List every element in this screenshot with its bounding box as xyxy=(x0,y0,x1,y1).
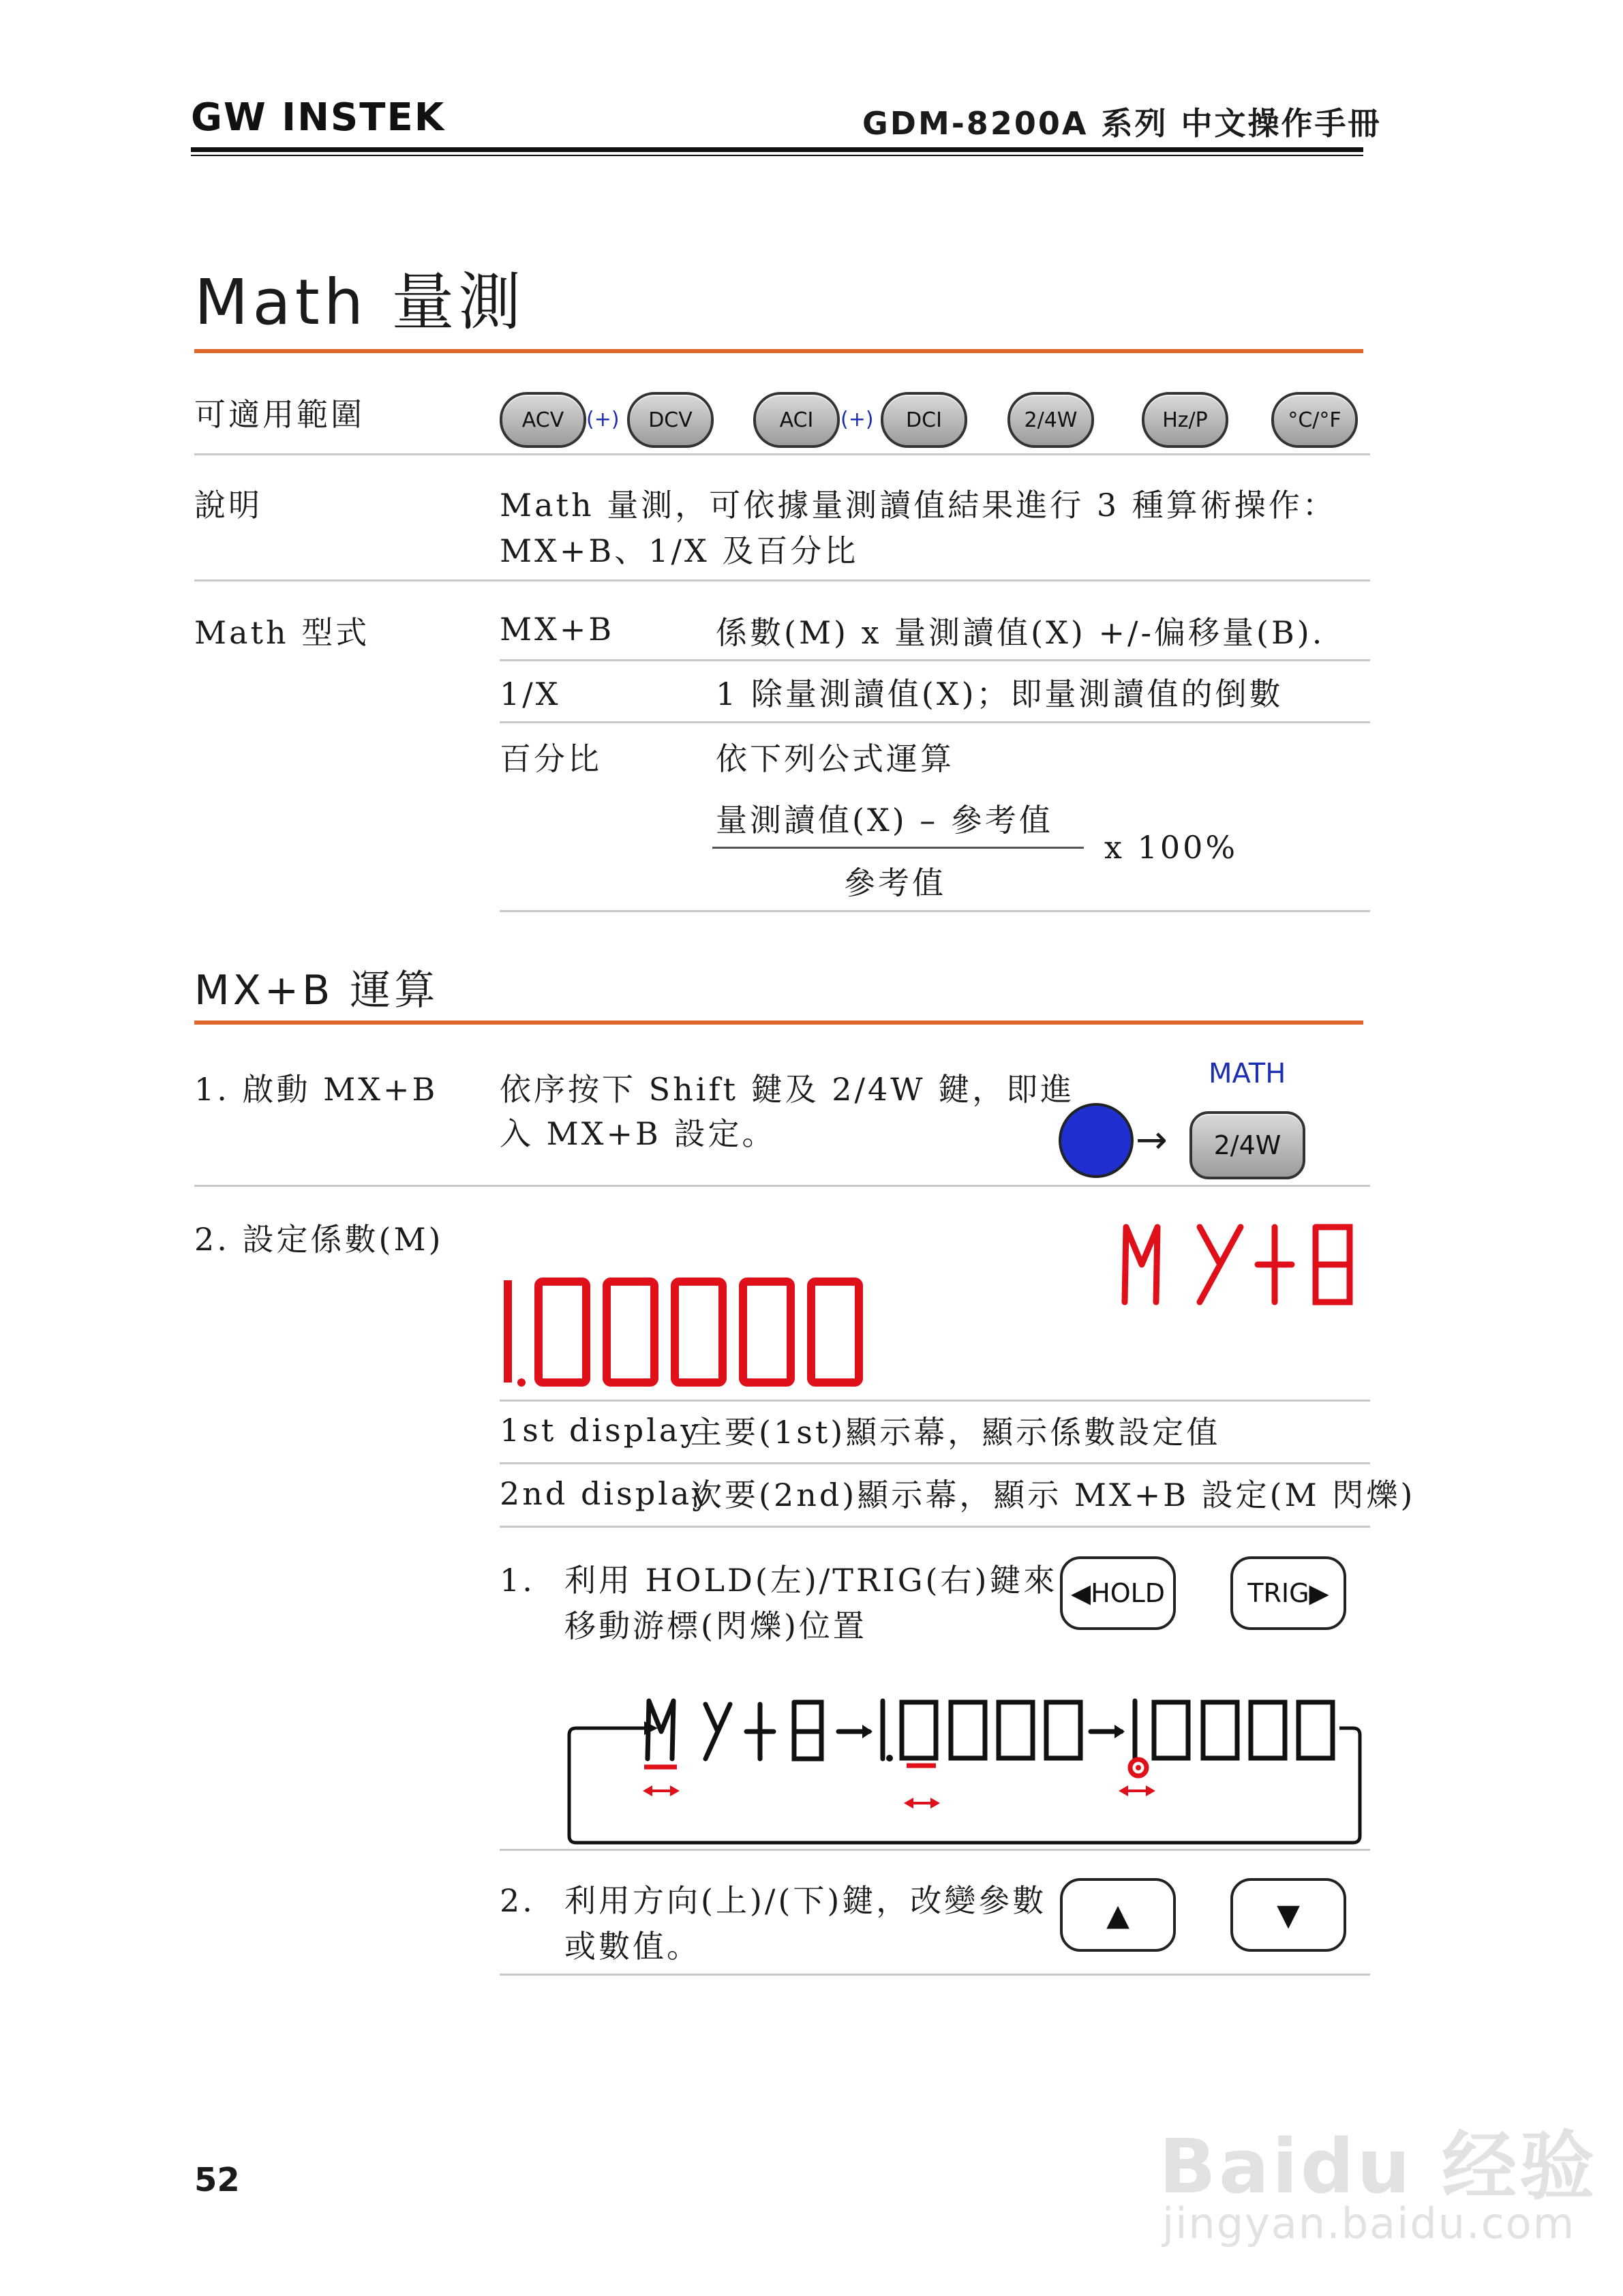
up-arrow-icon: ▲ xyxy=(1106,1897,1129,1933)
substep1-line2: 移動游標(閃爍)位置 xyxy=(564,1607,867,1644)
hold-key: ◀HOLD xyxy=(1060,1556,1176,1630)
step1-label: 1. 啟動 MX+B xyxy=(194,1071,438,1108)
step1-text-line1: 依序按下 Shift 鍵及 2/4W 鍵，即進 xyxy=(500,1071,1075,1108)
formula-numerator: 量測讀值(X) – 參考值 xyxy=(716,802,1053,839)
subsection-title: MX+B 運算 xyxy=(194,967,439,1014)
cursor-cycle-diagram xyxy=(562,1674,1367,1851)
math-type-desc: 依下列公式運算 xyxy=(716,740,954,777)
row-divider xyxy=(500,1526,1370,1528)
header-rule xyxy=(191,147,1363,152)
down-arrow-icon: ▼ xyxy=(1277,1897,1300,1933)
page-number: 52 xyxy=(194,2161,240,2199)
shift-button-icon xyxy=(1059,1103,1134,1178)
watermark-url: jingyan.baidu.com xyxy=(1162,2199,1576,2248)
hzp-key: Hz/P xyxy=(1142,392,1228,448)
formula-multiplier: x 100% xyxy=(1104,829,1239,866)
arrow-right-icon: → xyxy=(1136,1118,1168,1162)
plus-sign: (+) xyxy=(840,408,874,432)
math-type-desc: 係數(M) x 量測讀值(X) +/-偏移量(B). xyxy=(716,614,1325,651)
display-name: 1st display xyxy=(500,1412,701,1449)
secondary-display xyxy=(1118,1213,1356,1309)
display-name: 2nd display xyxy=(500,1475,713,1512)
step2-label: 2. 設定係數(M) xyxy=(194,1221,444,1258)
dci-key: DCI xyxy=(881,392,967,448)
row-divider xyxy=(194,453,1370,455)
2w4w-key: 2/4W xyxy=(1189,1111,1305,1179)
description-line1: Math 量測，可依據量測讀值結果進行 3 種算術操作： xyxy=(500,487,1337,524)
step1-text-line2: 入 MX+B 設定。 xyxy=(500,1115,776,1152)
row-divider xyxy=(500,1974,1370,1976)
row-divider xyxy=(500,910,1370,912)
description-line2: MX+B、1/X 及百分比 xyxy=(500,532,859,569)
down-key xyxy=(1230,1878,1346,1952)
math-label: MATH xyxy=(1209,1058,1286,1089)
substep1-line1: 利用 HOLD(左)/TRIG(右)鍵來 xyxy=(564,1562,1058,1599)
section-rule xyxy=(194,349,1363,353)
row-divider xyxy=(500,659,1370,661)
up-key xyxy=(1060,1878,1176,1952)
description-label: 說明 xyxy=(194,487,262,524)
row-divider xyxy=(194,579,1370,581)
aci-key: ACI xyxy=(753,392,840,448)
row-divider xyxy=(194,1185,1370,1187)
section-title: Math 量測 xyxy=(194,266,526,339)
math-type-desc: 1 除量測讀值(X)；即量測讀值的倒數 xyxy=(716,676,1284,712)
watermark-logo: Baidu 经验 xyxy=(1159,2123,1598,2210)
substep1-number: 1. xyxy=(500,1562,535,1599)
display-desc: 次要(2nd)顯示幕，顯示 MX+B 設定(M 閃爍) xyxy=(691,1477,1416,1513)
temp-key: °C/°F xyxy=(1271,392,1358,448)
header-rule-thin xyxy=(191,155,1363,156)
row-divider xyxy=(500,721,1370,723)
formula-bar xyxy=(712,847,1084,849)
dcv-key: DCV xyxy=(627,392,714,448)
primary-display xyxy=(494,1273,903,1396)
row-divider xyxy=(500,1400,1370,1402)
brand-logo: GW INSTEK xyxy=(191,95,446,140)
2w4w-key: 2/4W xyxy=(1007,392,1094,448)
acv-key: ACV xyxy=(500,392,586,448)
substep2-line2: 或數值。 xyxy=(564,1928,701,1965)
row-divider xyxy=(500,1462,1370,1464)
display-desc: 主要(1st)顯示幕，顯示係數設定值 xyxy=(691,1414,1221,1451)
trig-key: TRIG▶ xyxy=(1230,1556,1346,1630)
applicable-label: 可適用範圍 xyxy=(194,396,365,433)
header-title: GDM-8200A 系列 中文操作手冊 xyxy=(862,105,1382,142)
math-types-label: Math 型式 xyxy=(194,614,370,651)
substep2-number: 2. xyxy=(500,1882,535,1919)
subsection-rule xyxy=(194,1021,1363,1025)
plus-sign: (+) xyxy=(586,408,620,432)
formula-denominator: 參考值 xyxy=(844,864,946,901)
math-type-name: 百分比 xyxy=(500,740,602,777)
math-type-name: 1/X xyxy=(500,676,561,712)
math-type-name: MX+B xyxy=(500,611,615,648)
substep2-line1: 利用方向(上)/(下)鍵，改變參數 xyxy=(564,1882,1047,1919)
row-divider xyxy=(500,1849,1370,1851)
